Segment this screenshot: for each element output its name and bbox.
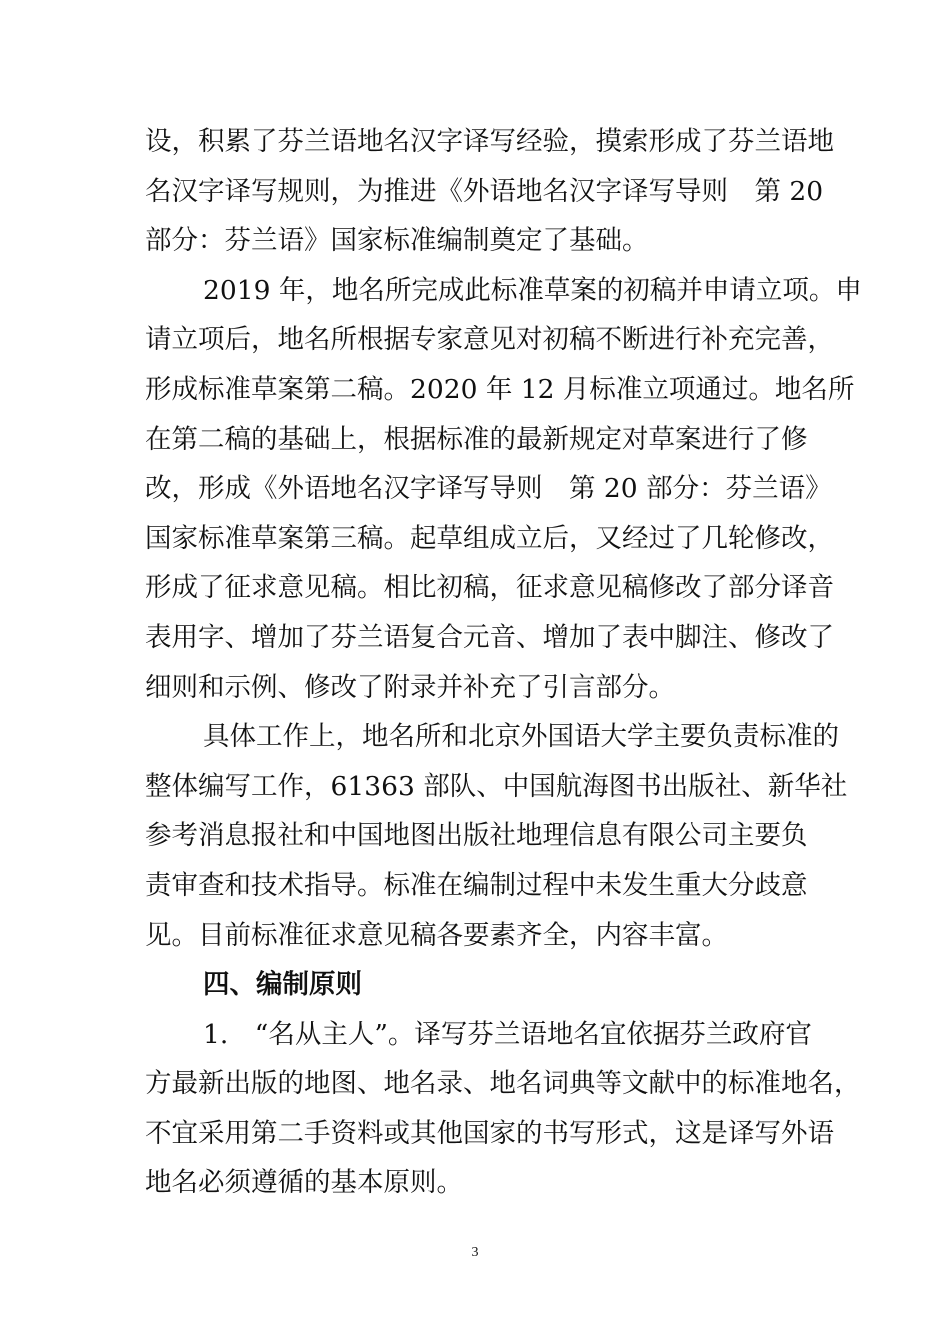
text-line: 形成标准草案第二稿。2020 年 12 月标准立项通过。地名所 xyxy=(145,373,855,405)
text-line: 具体工作上，地名所和北京外国语大学主要负责标准的 xyxy=(203,721,839,753)
text-line: 国家标准草案第三稿。起草组成立后，又经过了几轮修改， xyxy=(145,522,834,554)
text-line: 责审查和技术指导。标准在编制过程中未发生重大分歧意 xyxy=(145,869,808,901)
text-line: 见。目前标准征求意见稿各要素齐全，内容丰富。 xyxy=(145,919,728,951)
paragraph-3 xyxy=(145,712,848,960)
text-line: 不宜采用第二手资料或其他国家的书写形式，这是译写外语 xyxy=(145,1117,834,1149)
text-line: 方最新出版的地图、地名录、地名词典等文献中的标准地名， xyxy=(145,1068,861,1100)
text-line: 形成了征求意见稿。相比初稿，征求意见稿修改了部分译音 xyxy=(145,572,834,604)
paragraph-1 xyxy=(145,117,834,266)
text-line: 细则和示例、修改了附录并补充了引言部分。 xyxy=(145,671,675,703)
text-line: 整体编写工作，61363 部队、中国航海图书出版社、新华社 xyxy=(145,770,848,802)
text-line: 改，形成《外语地名汉字译写导则 第 20 部分：芬兰语》 xyxy=(145,473,832,505)
text-line: 名汉字译写规则，为推进《外语地名汉字译写导则 第 20 xyxy=(145,175,824,207)
text-line: 1. “名从主人”。译写芬兰语地名宜依据芬兰政府官 xyxy=(203,1018,812,1050)
text-line: 设，积累了芬兰语地名汉字译写经验，摸索形成了芬兰语地 xyxy=(145,126,834,157)
text-line: 2019 年，地名所完成此标准草案的初稿并申请立项。申 xyxy=(203,274,862,306)
document-body xyxy=(145,117,862,1208)
text-line: 请立项后，地名所根据专家意见对初稿不断进行补充完善， xyxy=(145,324,834,356)
text-line: 参考消息报社和中国地图出版社地理信息有限公司主要负 xyxy=(145,820,808,852)
text-line: 部分：芬兰语》国家标准编制奠定了基础。 xyxy=(145,225,649,257)
paragraph-4 xyxy=(145,1010,861,1208)
section-heading: 四、编制原则 xyxy=(203,969,362,1001)
page-number: 3 xyxy=(471,1245,479,1260)
text-line: 地名必须遵循的基本原则。 xyxy=(145,1167,463,1199)
text-line: 在第二稿的基础上，根据标准的最新规定对草案进行了修 xyxy=(145,423,808,455)
paragraph-2 xyxy=(145,266,862,712)
text-line: 表用字、增加了芬兰语复合元音、增加了表中脚注、修改了 xyxy=(145,621,834,653)
